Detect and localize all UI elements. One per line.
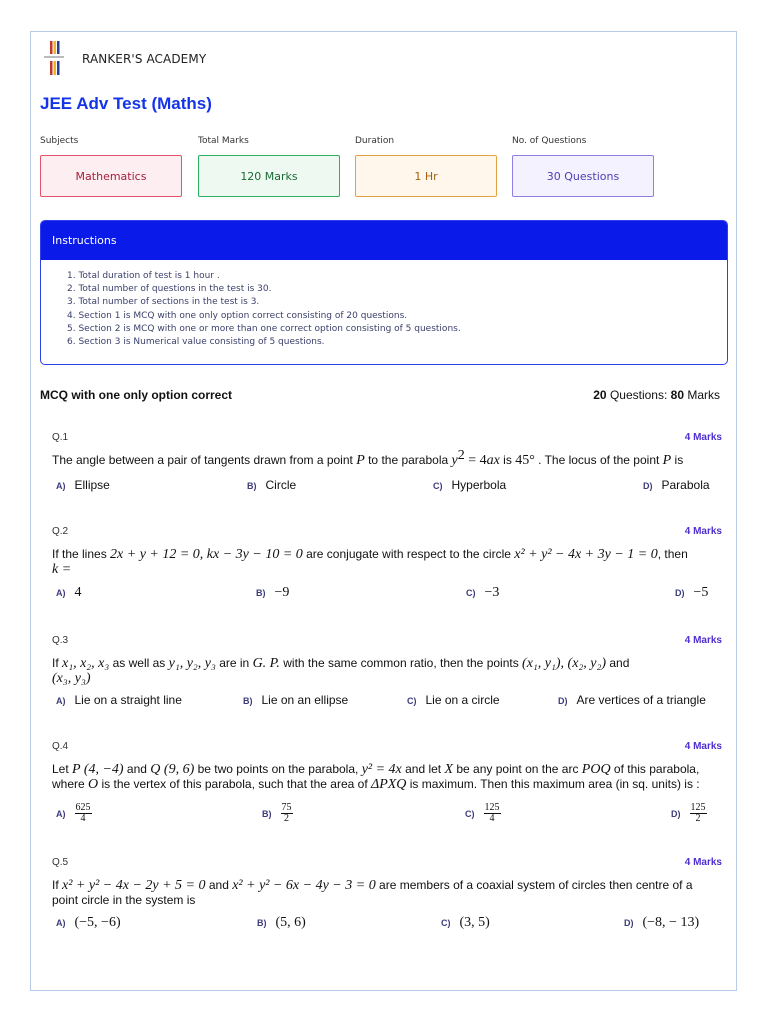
section-questions-word: Questions: xyxy=(606,388,671,402)
text-part: of this parabola, xyxy=(610,762,700,776)
option-c[interactable] xyxy=(441,915,490,931)
option-label: B) xyxy=(256,588,266,598)
option-label: D) xyxy=(643,481,653,491)
text-part: The angle between a pair of tangents drawn from a point xyxy=(52,453,357,467)
option-label: C) xyxy=(465,808,475,819)
text-part: is xyxy=(499,453,516,467)
option-a[interactable] xyxy=(56,803,92,824)
instruction-item: 1. Total duration of test is 1 hour . xyxy=(67,271,220,281)
option-text: (−8, − 13) xyxy=(642,915,700,930)
duration-value: 1 Hr xyxy=(414,169,438,183)
subjects-label: Subjects xyxy=(40,136,79,146)
total-marks-label: Total Marks xyxy=(198,136,249,146)
option-d[interactable] xyxy=(671,803,707,824)
text-part: with the same common ratio, then the points xyxy=(279,656,523,670)
instructions-list xyxy=(41,260,727,349)
numerator: 125 xyxy=(690,802,706,813)
math-part: P (4, −4) xyxy=(72,762,124,777)
option-c[interactable] xyxy=(465,803,501,824)
question-marks: 4 Marks xyxy=(684,526,722,537)
text-part: If xyxy=(52,656,63,670)
option-text: −9 xyxy=(274,585,290,600)
text-part: and xyxy=(205,878,233,892)
math-part: ax xyxy=(486,453,500,468)
text-part: point circle in the system is xyxy=(52,893,196,907)
option-b[interactable] xyxy=(256,585,289,601)
text-part: If the lines xyxy=(52,547,111,561)
option-a[interactable] xyxy=(56,915,121,931)
option-text: Are vertices of a triangle xyxy=(576,693,706,707)
math-part: x² + y² − 4x + 3y − 1 = 0 xyxy=(514,547,658,562)
test-paper-page xyxy=(30,31,737,991)
fraction xyxy=(281,803,293,824)
math-part: k = xyxy=(52,562,72,577)
question-2 xyxy=(52,526,722,600)
option-text: Parabola xyxy=(661,478,710,492)
option-label: D) xyxy=(624,918,634,928)
option-a[interactable] xyxy=(56,585,82,601)
question-3 xyxy=(52,635,722,707)
question-4 xyxy=(52,741,722,824)
text-part: and xyxy=(606,656,630,670)
option-text: Ellipse xyxy=(74,478,110,492)
subjects-box xyxy=(40,155,182,197)
instructions-heading: Instructions xyxy=(41,221,727,260)
option-text: Lie on a straight line xyxy=(74,693,182,707)
math-part: P xyxy=(356,453,365,468)
question-marks: 4 Marks xyxy=(684,741,722,752)
page-title: JEE Adv Test (Maths) xyxy=(40,94,212,113)
text-part: as well as xyxy=(109,656,169,670)
option-label: A) xyxy=(56,918,66,928)
option-text: Lie on an ellipse xyxy=(261,693,349,707)
question-text xyxy=(52,878,717,908)
option-text: Hyperbola xyxy=(451,478,507,492)
instruction-item: 4. Section 1 is MCQ with one only option correct consisting of 20 questions. xyxy=(67,310,408,321)
option-c[interactable] xyxy=(433,478,506,492)
math-part: y xyxy=(451,453,458,468)
option-d[interactable] xyxy=(675,585,708,601)
option-label: D) xyxy=(671,808,681,819)
instruction-item: 2. Total number of questions in the test is 30. xyxy=(67,284,272,295)
text-part: and xyxy=(123,762,151,776)
question-text xyxy=(52,448,717,468)
denominator: 4 xyxy=(489,813,495,824)
option-d[interactable] xyxy=(624,915,699,931)
questions-box xyxy=(512,155,654,197)
text-part: to the parabola xyxy=(364,453,452,467)
question-number: Q.5 xyxy=(52,857,69,868)
text-part: are conjugate with respect to the circle xyxy=(302,547,515,561)
question-number: Q.3 xyxy=(52,635,69,646)
option-label: D) xyxy=(675,588,685,598)
fraction xyxy=(690,803,707,824)
question-text xyxy=(52,656,717,686)
instruction-item: 5. Section 2 is MCQ with one or more than one correct option consisting of 5 questions. xyxy=(67,323,461,334)
text-part: are in xyxy=(215,656,253,670)
questions-value: 30 Questions xyxy=(546,169,620,183)
text-part: Let xyxy=(52,762,73,776)
text-part: are members of a coaxial system of circles then centre of a xyxy=(375,878,693,892)
math-part: POQ xyxy=(581,762,611,777)
question-number: Q.4 xyxy=(52,741,69,752)
text-part: and let xyxy=(401,762,445,776)
duration-label: Duration xyxy=(355,136,395,146)
section-summary xyxy=(593,388,720,402)
option-label: C) xyxy=(466,588,476,598)
math-part: (x₃, y₃) xyxy=(52,671,91,686)
denominator: 4 xyxy=(80,813,86,824)
math-part: x² + y² − 6x − 4y − 3 = 0 xyxy=(232,878,376,893)
option-label: A) xyxy=(56,588,66,598)
question-number: Q.2 xyxy=(52,526,69,537)
option-label: D) xyxy=(558,696,568,706)
option-label: B) xyxy=(247,481,257,491)
text-part: be any point on the arc xyxy=(453,762,582,776)
option-text: −5 xyxy=(693,585,709,600)
option-text: (−5, −6) xyxy=(74,915,121,930)
option-label: A) xyxy=(56,808,66,819)
math-part: ΔPXQ xyxy=(370,777,407,792)
option-b[interactable] xyxy=(247,478,296,492)
question-number: Q.1 xyxy=(52,432,69,443)
question-1 xyxy=(52,432,722,492)
total-marks-value: 120 Marks xyxy=(240,169,298,183)
math-part: Q (9, 6) xyxy=(150,762,195,777)
denominator: 2 xyxy=(284,813,289,824)
section-question-count: 20 xyxy=(593,388,607,402)
math-part: x² + y² − 4x − 2y + 5 = 0 xyxy=(62,878,206,893)
math-part: P xyxy=(662,453,672,468)
option-label: B) xyxy=(243,696,253,706)
subjects-value: Mathematics xyxy=(75,169,147,183)
question-text xyxy=(52,547,717,577)
option-text: Lie on a circle xyxy=(425,693,500,707)
numerator: 75 xyxy=(281,802,292,813)
option-text: (5, 6) xyxy=(275,915,306,930)
total-marks-box xyxy=(198,155,340,197)
question-5 xyxy=(52,857,722,930)
option-c[interactable] xyxy=(466,585,499,601)
ranker-academy-logo-icon xyxy=(43,41,65,77)
math-part: 2x + y + 12 = 0, kx − 3y − 10 = 0 xyxy=(110,547,303,562)
section-title: MCQ with one only option correct xyxy=(40,388,232,402)
option-b[interactable] xyxy=(257,915,306,931)
math-part: y² = 4x xyxy=(361,762,402,777)
math-part: 2 xyxy=(457,448,465,463)
option-text: 4 xyxy=(74,585,82,600)
option-a[interactable] xyxy=(56,478,110,492)
math-part: O xyxy=(88,777,99,792)
brand-name: RANKER'S ACADEMY xyxy=(82,52,207,66)
section-marks-count: 80 xyxy=(670,388,684,402)
text-part: is the vertex of this parabola, such that the area of xyxy=(98,777,371,791)
instruction-item: 3. Total number of sections in the test is 3. xyxy=(67,297,260,308)
text-part: . The locus of the point xyxy=(534,453,663,467)
option-label: C) xyxy=(441,918,451,928)
math-part: X xyxy=(444,762,454,777)
option-label: A) xyxy=(56,696,66,706)
instruction-item: 6. Section 3 is Numerical value consisting of 5 questions. xyxy=(67,337,325,348)
question-marks: 4 Marks xyxy=(684,857,722,868)
question-marks: 4 Marks xyxy=(684,635,722,646)
text-part: is xyxy=(671,453,684,467)
math-part: y₁, y₂, y₃ xyxy=(168,656,216,671)
option-d[interactable] xyxy=(558,693,706,707)
option-text: (3, 5) xyxy=(459,915,490,930)
numerator: 125 xyxy=(484,802,500,813)
numerator: 625 xyxy=(75,802,91,813)
option-label: B) xyxy=(262,808,272,819)
option-c[interactable] xyxy=(407,693,500,707)
text-part: be two points on the parabola, xyxy=(194,762,362,776)
option-label: C) xyxy=(407,696,417,706)
text-part: where xyxy=(52,777,89,791)
fraction xyxy=(75,803,92,824)
section-marks-word: Marks xyxy=(684,388,720,402)
math-part: x₁, x₂, x₃ xyxy=(62,656,110,671)
option-a[interactable] xyxy=(56,693,182,707)
question-text xyxy=(52,762,717,792)
option-text: Circle xyxy=(265,478,297,492)
text-part: If xyxy=(52,878,63,892)
denominator: 2 xyxy=(695,813,701,824)
text-part: , then xyxy=(657,547,688,561)
math-part: G. P. xyxy=(252,656,280,671)
text-part: is maximum. Then this maximum area (in sq. units) is : xyxy=(406,777,700,791)
option-text: −3 xyxy=(484,585,500,600)
option-label: B) xyxy=(257,918,267,928)
option-d[interactable] xyxy=(643,478,710,492)
fraction xyxy=(484,803,501,824)
option-b[interactable] xyxy=(243,693,348,707)
math-part: = 4 xyxy=(464,453,487,468)
option-label: C) xyxy=(433,481,443,491)
option-b[interactable] xyxy=(262,803,293,824)
math-part: (x₁, y₁), (x₂, y₂) xyxy=(522,656,607,671)
questions-label: No. of Questions xyxy=(512,136,587,146)
question-marks: 4 Marks xyxy=(684,432,722,443)
math-part: 45° xyxy=(515,453,535,468)
instructions-panel xyxy=(40,220,728,365)
option-label: A) xyxy=(56,481,66,491)
duration-box xyxy=(355,155,497,197)
